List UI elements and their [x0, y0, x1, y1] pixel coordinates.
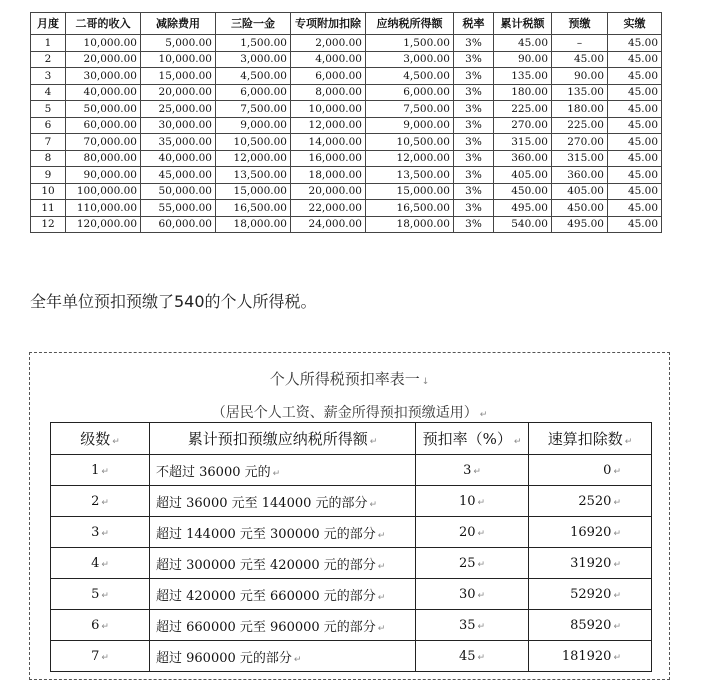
monthly-header-cell: 税率	[454, 13, 494, 35]
table-cell: 3%	[454, 101, 494, 118]
table-cell: 135.00	[494, 68, 552, 85]
table-cell: 18,000.00	[366, 216, 454, 233]
table-cell: 2,000.00	[291, 35, 366, 52]
table-cell: 135.00	[552, 84, 608, 101]
table-cell: 12,000.00	[366, 150, 454, 167]
table-cell: 1,500.00	[216, 35, 291, 52]
table-cell: 7,500.00	[366, 101, 454, 118]
table-cell: 25 ↵	[416, 548, 529, 579]
table-cell: 7,500.00	[216, 101, 291, 118]
monthly-table-header	[31, 13, 662, 35]
table-cell: 315.00	[494, 134, 552, 151]
table-cell: 30,000.00	[66, 68, 141, 85]
table-cell: 超过 144000 元至 300000 元的部分 ↵	[150, 517, 416, 548]
table-cell: 18,000.00	[291, 167, 366, 184]
table-cell: 50,000.00	[141, 183, 216, 200]
table-cell: 90.00	[552, 68, 608, 85]
table-row	[51, 455, 652, 486]
table-cell: 80,000.00	[66, 150, 141, 167]
table-cell: 45.00	[608, 150, 662, 167]
table-row	[51, 486, 652, 517]
table-cell: 14,000.00	[291, 134, 366, 151]
table-cell: –	[552, 35, 608, 52]
rate-table-frame	[29, 352, 670, 680]
table-cell: 40,000.00	[66, 84, 141, 101]
table-cell: 45.00	[552, 51, 608, 68]
rate-table-header	[51, 423, 652, 455]
table-cell: 3%	[454, 84, 494, 101]
table-row	[31, 84, 662, 101]
table-cell: 16,500.00	[216, 200, 291, 217]
table-cell: 3%	[454, 134, 494, 151]
table-cell: 超过 36000 元至 144000 元的部分 ↵	[150, 486, 416, 517]
table-cell: 5,000.00	[141, 35, 216, 52]
table-row	[31, 68, 662, 85]
table-row	[51, 517, 652, 548]
table-cell: 360.00	[552, 167, 608, 184]
monthly-header-cell: 三险一金	[216, 13, 291, 35]
table-cell: 1	[31, 35, 66, 52]
table-cell: 180.00	[494, 84, 552, 101]
table-cell: 3 ↵	[416, 455, 529, 486]
table-cell: 超过 300000 元至 420000 元的部分 ↵	[150, 548, 416, 579]
table-cell: 60,000.00	[141, 216, 216, 233]
table-cell: 495.00	[552, 216, 608, 233]
table-cell: 8	[31, 150, 66, 167]
monthly-header-cell: 减除费用	[141, 13, 216, 35]
table-cell: 2	[31, 51, 66, 68]
table-cell: 3 ↵	[51, 517, 150, 548]
table-cell: 110,000.00	[66, 200, 141, 217]
table-cell: 405.00	[494, 167, 552, 184]
table-cell: 15,000.00	[216, 183, 291, 200]
table-cell: 10	[31, 183, 66, 200]
table-cell: 35 ↵	[416, 610, 529, 641]
table-cell: 45.00	[608, 117, 662, 134]
table-cell: 1,500.00	[366, 35, 454, 52]
table-cell: 22,000.00	[291, 200, 366, 217]
table-cell: 7 ↵	[51, 641, 150, 672]
table-cell: 45.00	[608, 68, 662, 85]
table-cell: 13,500.00	[366, 167, 454, 184]
table-cell: 405.00	[552, 183, 608, 200]
table-cell: 40,000.00	[141, 150, 216, 167]
table-cell: 4,500.00	[216, 68, 291, 85]
table-cell: 3%	[454, 150, 494, 167]
table-cell: 6,000.00	[216, 84, 291, 101]
table-row	[31, 216, 662, 233]
table-cell: 30,000.00	[141, 117, 216, 134]
table-cell: 10,000.00	[291, 101, 366, 118]
table-row	[51, 579, 652, 610]
table-cell: 540.00	[494, 216, 552, 233]
table-cell: 225.00	[552, 117, 608, 134]
rate-table-subtitle: （居民个人工资、薪金所得预扣预缴适用） ↵	[211, 405, 488, 421]
table-cell: 45.00	[608, 101, 662, 118]
table-row	[31, 150, 662, 167]
table-cell: 20,000.00	[141, 84, 216, 101]
table-cell: 7	[31, 134, 66, 151]
table-row	[51, 610, 652, 641]
monthly-header-cell: 月度	[31, 13, 66, 35]
table-cell: 6,000.00	[291, 68, 366, 85]
table-cell: 15,000.00	[366, 183, 454, 200]
table-row	[31, 167, 662, 184]
table-cell: 20,000.00	[291, 183, 366, 200]
rate-table-title: 个人所得税预扣率表一 ↓	[269, 370, 430, 388]
table-cell: 45.00	[608, 51, 662, 68]
monthly-table-body	[31, 35, 662, 233]
table-cell: 12,000.00	[291, 117, 366, 134]
table-row	[31, 51, 662, 68]
table-cell: 20 ↵	[416, 517, 529, 548]
table-cell: 3%	[454, 68, 494, 85]
table-cell: 45.00	[494, 35, 552, 52]
table-row	[31, 200, 662, 217]
table-cell: 12	[31, 216, 66, 233]
table-cell: 16,000.00	[291, 150, 366, 167]
table-cell: 270.00	[552, 134, 608, 151]
table-cell: 90.00	[494, 51, 552, 68]
table-cell: 360.00	[494, 150, 552, 167]
table-cell: 45.00	[608, 167, 662, 184]
table-cell: 3,000.00	[216, 51, 291, 68]
table-cell: 3%	[454, 51, 494, 68]
table-cell: 16,500.00	[366, 200, 454, 217]
table-cell: 超过 960000 元的部分 ↵	[150, 641, 416, 672]
table-cell: 3%	[454, 117, 494, 134]
monthly-header-cell: 应纳税所得额	[366, 13, 454, 35]
table-cell: 120,000.00	[66, 216, 141, 233]
table-cell: 10 ↵	[416, 486, 529, 517]
table-cell: 30 ↵	[416, 579, 529, 610]
table-cell: 100,000.00	[66, 183, 141, 200]
monthly-tax-table-container	[30, 12, 662, 233]
table-cell: 6 ↵	[51, 610, 150, 641]
table-row	[31, 183, 662, 200]
table-cell: 90,000.00	[66, 167, 141, 184]
table-cell: 45.00	[608, 134, 662, 151]
table-cell: 1 ↵	[51, 455, 150, 486]
table-row	[31, 134, 662, 151]
table-cell: 55,000.00	[141, 200, 216, 217]
table-row	[51, 641, 652, 672]
monthly-header-cell: 累计税额	[494, 13, 552, 35]
table-cell: 45,000.00	[141, 167, 216, 184]
table-cell: 45.00	[608, 216, 662, 233]
table-cell: 3,000.00	[366, 51, 454, 68]
table-cell: 4 ↵	[51, 548, 150, 579]
table-cell: 20,000.00	[66, 51, 141, 68]
table-cell: 270.00	[494, 117, 552, 134]
table-cell: 60,000.00	[66, 117, 141, 134]
table-cell: 11	[31, 200, 66, 217]
table-row	[31, 35, 662, 52]
table-cell: 495.00	[494, 200, 552, 217]
table-cell: 70,000.00	[66, 134, 141, 151]
table-cell: 5 ↵	[51, 579, 150, 610]
table-cell: 2520 ↵	[529, 486, 652, 517]
rate-table-body	[51, 455, 652, 672]
table-row	[31, 117, 662, 134]
table-cell: 4,500.00	[366, 68, 454, 85]
table-cell: 12,000.00	[216, 150, 291, 167]
table-row	[51, 548, 652, 579]
table-cell: 4	[31, 84, 66, 101]
table-cell: 16920 ↵	[529, 517, 652, 548]
table-cell: 50,000.00	[66, 101, 141, 118]
table-cell: 10,000.00	[141, 51, 216, 68]
table-cell: 45.00	[608, 183, 662, 200]
table-cell: 45.00	[608, 200, 662, 217]
monthly-header-cell: 实缴	[608, 13, 662, 35]
table-cell: 3	[31, 68, 66, 85]
monthly-header-cell: 二哥的收入	[66, 13, 141, 35]
rate-header-cell: 累计预扣预缴应纳税所得额 ↵	[150, 423, 416, 455]
table-cell: 18,000.00	[216, 216, 291, 233]
table-cell: 3%	[454, 216, 494, 233]
table-cell: 45 ↵	[416, 641, 529, 672]
monthly-header-cell: 专项附加扣除	[291, 13, 366, 35]
monthly-tax-table	[30, 12, 662, 233]
table-cell: 9,000.00	[366, 117, 454, 134]
table-cell: 3%	[454, 167, 494, 184]
table-cell: 52920 ↵	[529, 579, 652, 610]
table-cell: 35,000.00	[141, 134, 216, 151]
table-cell: 3%	[454, 200, 494, 217]
summary-sentence: 全年单位预扣预缴了540的个人所得税。	[30, 292, 317, 311]
table-cell: 13,500.00	[216, 167, 291, 184]
table-cell: 不超过 36000 元的 ↵	[150, 455, 416, 486]
table-cell: 15,000.00	[141, 68, 216, 85]
table-cell: 9,000.00	[216, 117, 291, 134]
table-cell: 超过 660000 元至 960000 元的部分 ↵	[150, 610, 416, 641]
table-cell: 450.00	[494, 183, 552, 200]
rate-header-cell: 预扣率（%） ↵	[416, 423, 529, 455]
table-cell: 3%	[454, 35, 494, 52]
table-cell: 5	[31, 101, 66, 118]
withholding-rate-table	[50, 422, 652, 672]
table-cell: 6,000.00	[366, 84, 454, 101]
table-cell: 25,000.00	[141, 101, 216, 118]
table-cell: 450.00	[552, 200, 608, 217]
monthly-header-cell: 预缴	[552, 13, 608, 35]
table-cell: 2 ↵	[51, 486, 150, 517]
table-cell: 3%	[454, 183, 494, 200]
table-cell: 10,000.00	[66, 35, 141, 52]
table-cell: 4,000.00	[291, 51, 366, 68]
rate-header-cell: 级数 ↵	[51, 423, 150, 455]
table-cell: 超过 420000 元至 660000 元的部分 ↵	[150, 579, 416, 610]
table-cell: 10,500.00	[366, 134, 454, 151]
table-cell: 9	[31, 167, 66, 184]
table-cell: 180.00	[552, 101, 608, 118]
table-cell: 31920 ↵	[529, 548, 652, 579]
table-cell: 225.00	[494, 101, 552, 118]
table-cell: 315.00	[552, 150, 608, 167]
table-cell: 45.00	[608, 84, 662, 101]
table-cell: 0 ↵	[529, 455, 652, 486]
table-row	[31, 101, 662, 118]
table-cell: 45.00	[608, 35, 662, 52]
table-cell: 85920 ↵	[529, 610, 652, 641]
rate-header-cell: 速算扣除数 ↵	[529, 423, 652, 455]
table-cell: 10,500.00	[216, 134, 291, 151]
table-cell: 24,000.00	[291, 216, 366, 233]
table-cell: 8,000.00	[291, 84, 366, 101]
table-cell: 6	[31, 117, 66, 134]
table-cell: 181920 ↵	[529, 641, 652, 672]
